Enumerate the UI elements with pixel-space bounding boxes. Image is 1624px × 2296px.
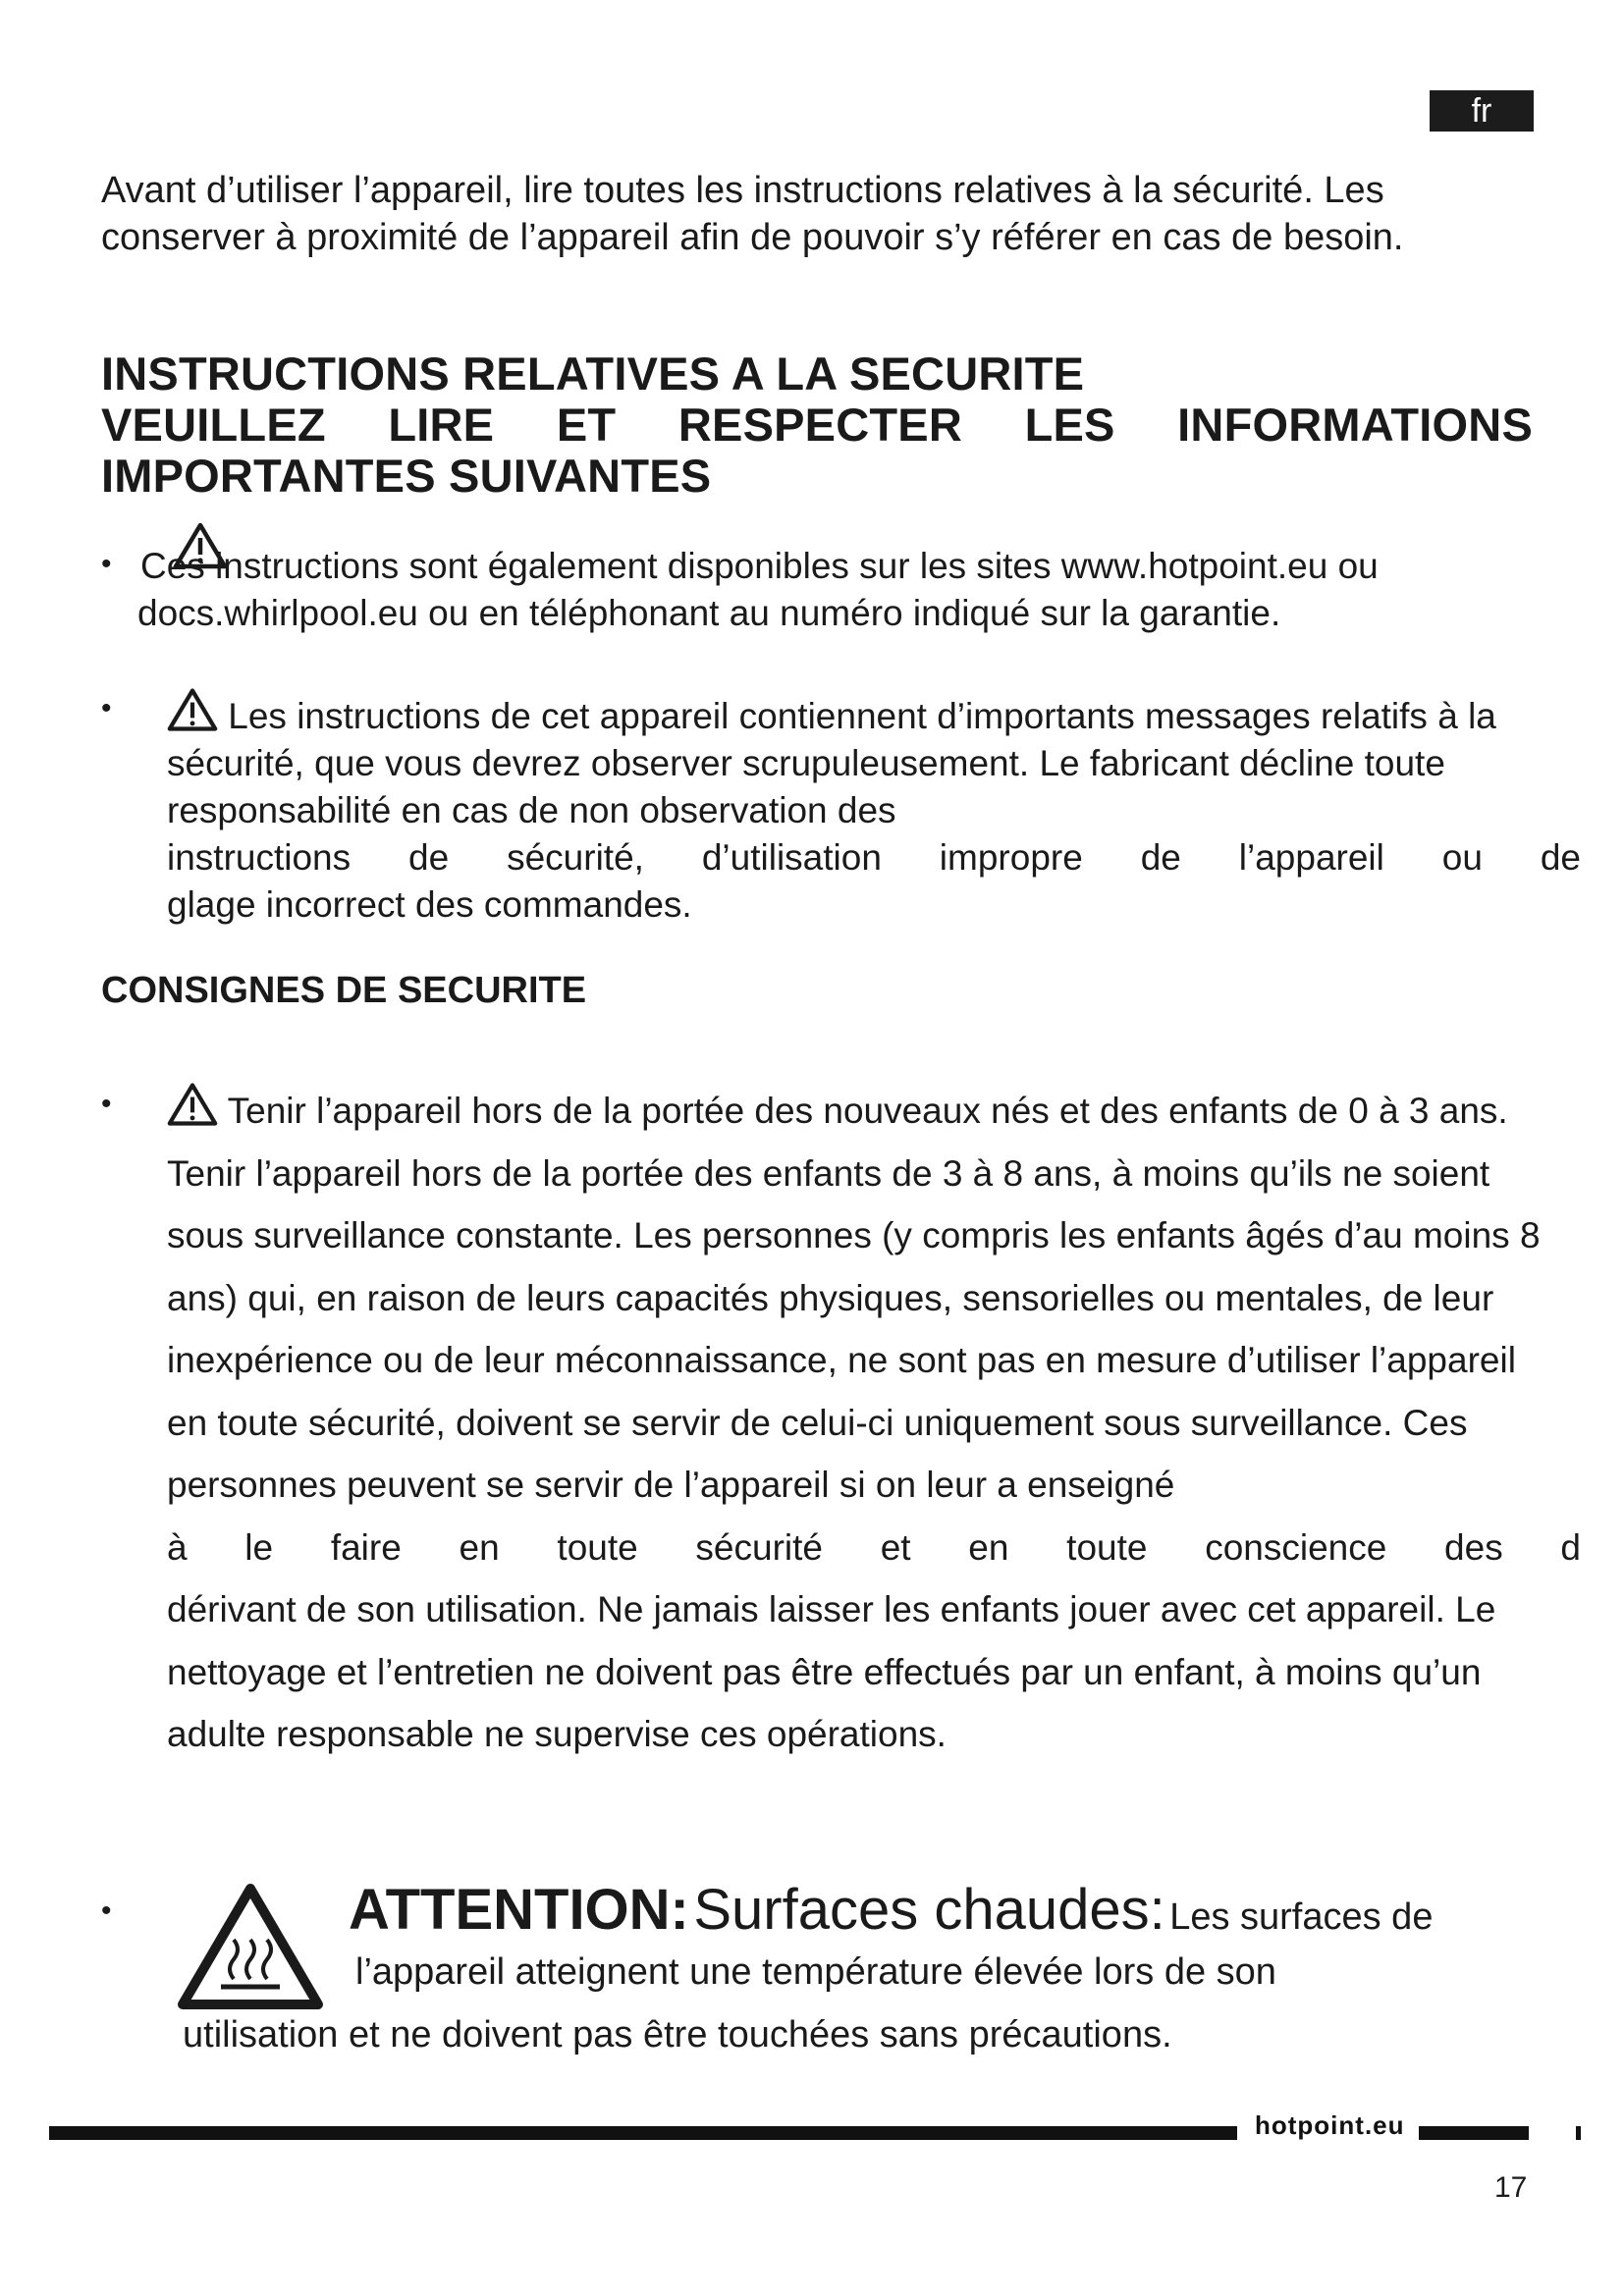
bullet-marker: • (101, 1088, 112, 1120)
hot-surface-icon (177, 1883, 324, 2010)
bullet-safety-messages-text-b: instructions de sécurité, d’utilisation impropre de l’appareil ou de (167, 837, 1581, 878)
bullet-online-docs-text: Ces instructions sont également disponibles sur les sites www.hotpoint.eu ou docs.whirlpool.eu ou en téléphonant au numéro indiqué sur la garantie. (137, 546, 1379, 633)
bullet-marker: • (101, 692, 112, 724)
bullet-children-text-b: à le faire en toute sécurité et en toute conscience des d (167, 1526, 1581, 1568)
attention-heading: Surfaces chaudes: (693, 1878, 1165, 1942)
bullet-children-text-a: Tenir l’appareil hors de la portée des nouveaux nés et des enfants de 0 à 3 ans. Tenir l’appareil hors de la portée des enfants de 3 à 8 ans, à moins qu’ils ne soient sous surveillance constante. Les personnes (y compris les enfants âgés d’au moins 8 ans) qui, en raison de leurs capacités physiques, sensorielles ou mentales, de leur inexpérience ou de leur méconnaissance, ne sont pas en mesure d’utiliser l’appareil en toute sécurité, doivent se servir de celui-ci uniquement sous surveillance. Ces personnes peuvent se servir de l’appareil si on leur a enseigné (167, 1091, 1541, 1505)
attention-line-3: utilisation et ne doivent pas être touchées sans précautions. (183, 2014, 1172, 2056)
section-title: CONSIGNES DE SECURITE (101, 970, 587, 1011)
main-title (101, 348, 1533, 502)
footer-brand: hotpoint.eu (1255, 2110, 1405, 2140)
footer-tick (1576, 2126, 1581, 2140)
attention-label: ATTENTION: (349, 1878, 689, 1942)
attention-line-1-rest: Les surfaces de (1169, 1896, 1434, 1938)
bullet-children-safety (167, 1080, 1581, 1766)
main-title-line-3: IMPORTANTES SUIVANTES (101, 450, 712, 502)
main-title-line-2: VEUILLEZ LIRE ET RESPECTER LES INFORMATIONS (101, 399, 1533, 451)
bullet-marker: • (101, 1895, 112, 1927)
attention-line-2: l’appareil atteignent une température élevée lors de son (355, 1951, 1276, 1993)
warning-triangle-icon (167, 687, 218, 732)
intro-paragraph: Avant d’utiliser l’appareil, lire toutes les instructions relatives à la sécurité. Les conserver à proximité de l’appareil afin de pouvoir s’y référer en cas de besoin. (101, 170, 1404, 258)
bullet-online-docs (137, 543, 1551, 637)
bullet-safety-messages-text-a: Les instructions de cet appareil contiennent d’importants messages relatifs à la sécurité, que vous devrez observer scrupuleusement. Le fabricant décline toute responsabilité en cas de non observation des (167, 696, 1496, 830)
bullet-safety-messages-text-c: glage incorrect des commandes. (167, 884, 692, 925)
warning-triangle-icon (167, 1082, 218, 1127)
bullet-children-text-c: dérivant de son utilisation. Ne jamais laisser les enfants jouer avec cet appareil. Le nettoyage et l’entretien ne doivent pas être effectués par un enfant, à moins qu’un adulte responsable ne supervise ces opérations. (167, 1589, 1496, 1754)
page-number: 17 (1494, 2171, 1528, 2204)
bullet-marker: • (101, 548, 112, 580)
main-title-line-1: INSTRUCTIONS RELATIVES A LA SECURITE (101, 347, 1085, 400)
bullet-safety-messages (167, 687, 1581, 929)
footer-rule-left (49, 2126, 1237, 2140)
attention-line-1 (349, 1877, 1433, 1943)
footer-rule-right (1419, 2126, 1529, 2140)
language-badge: fr (1430, 90, 1534, 132)
